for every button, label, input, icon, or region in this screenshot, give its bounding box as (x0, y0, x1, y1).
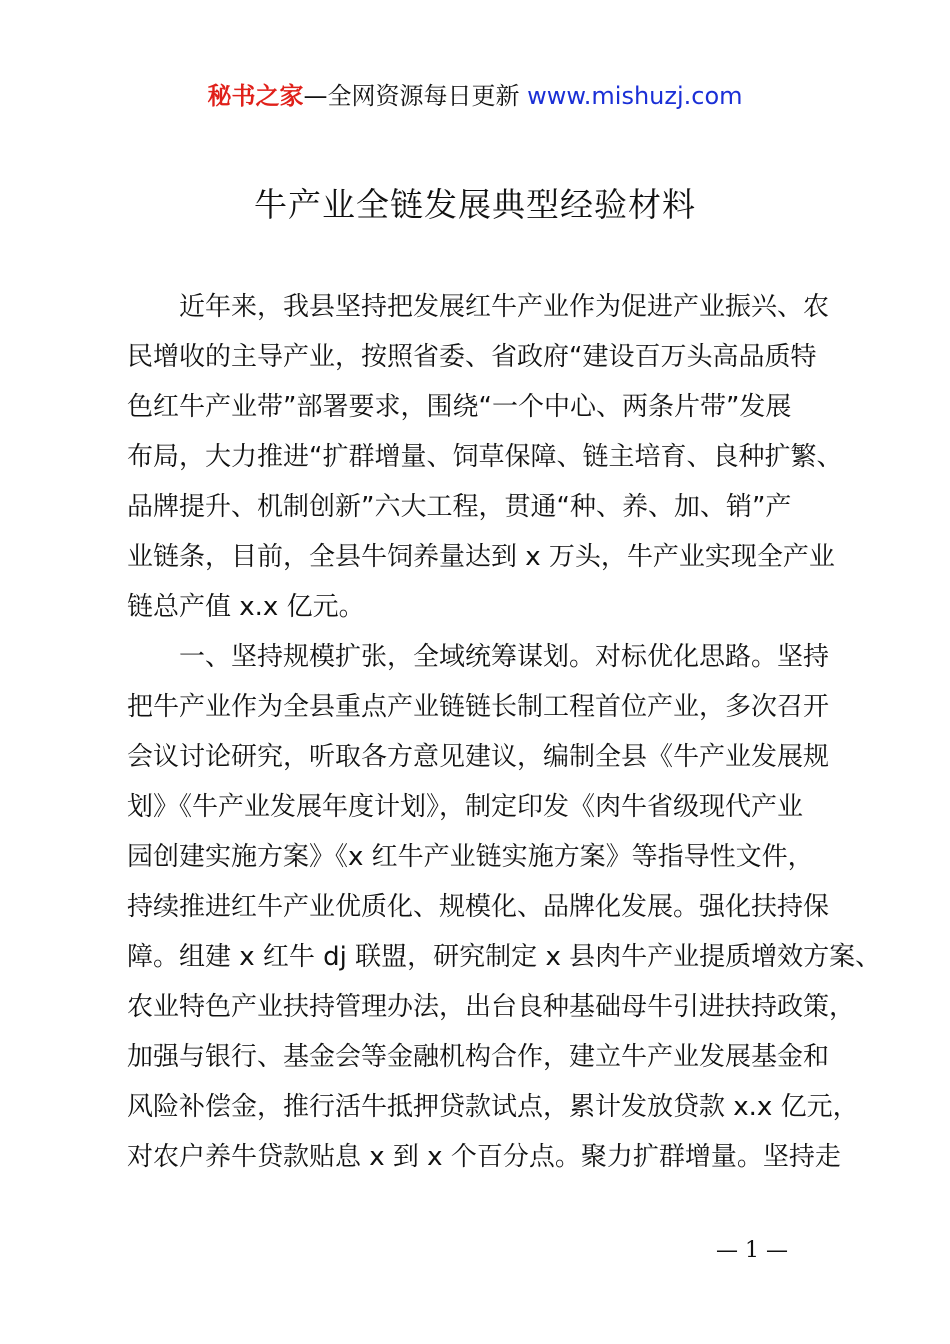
paragraph-line: 民增收的主导产业，按照省委、省政府“建设百万头高品质特 (127, 342, 817, 372)
paragraph-line: 品牌提升、机制创新”六大工程，贯通“种、养、加、销”产 (127, 492, 792, 522)
paragraph-line: 近年来，我县坚持把发展红牛产业作为促进产业振兴、农 (179, 292, 830, 322)
paragraph-line: 加强与银行、基金会等金融机构合作，建立牛产业发展基金和 (127, 1042, 830, 1072)
paragraph-line: 把牛产业作为全县重点产业链链长制工程首位产业，多次召开 (127, 692, 830, 722)
paragraph-line: 布局，大力推进“扩群增量、饲草保障、链主培育、良种扩繁、 (127, 442, 843, 472)
site-tagline: —全网资源每日更新 (303, 82, 520, 110)
paragraph-line: 障。组建 x 红牛 dj 联盟，研究制定 x 县肉牛产业提质增效方案、 (127, 942, 882, 972)
paragraph-line: 风险补偿金，推行活牛抵押贷款试点，累计发放贷款 x.x 亿元， (127, 1092, 859, 1122)
page-number: — 1 — (716, 1238, 788, 1263)
paragraph-line: 色红牛产业带”部署要求，围绕“一个中心、两条片带”发展 (127, 392, 792, 422)
paragraph-line: 链总产值 x.x 亿元。 (127, 592, 365, 622)
paragraph-line: 园创建实施方案》《x 红牛产业链实施方案》等指导性文件， (127, 842, 814, 872)
paragraph-line: 持续推进红牛产业优质化、规模化、品牌化发展。强化扶持保 (127, 892, 830, 922)
paragraph-line: 划》《牛产业发展年度计划》，制定印发《肉牛省级现代产业 (127, 792, 804, 822)
site-url-link[interactable]: www.mishuzj.com (527, 82, 743, 110)
paragraph-line: 业链条，目前，全县牛饲养量达到 x 万头，牛产业实现全产业 (127, 542, 835, 572)
site-brand: 秘书之家 (207, 82, 304, 110)
document-body (127, 282, 882, 1182)
document-title: 牛产业全链发展典型经验材料 (254, 185, 696, 224)
paragraph-line: 对农户养牛贷款贴息 x 到 x 个百分点。聚力扩群增量。坚持走 (127, 1142, 841, 1172)
site-banner (0, 80, 950, 112)
paragraph-line: 农业特色产业扶持管理办法，出台良种基础母牛引进扶持政策， (127, 992, 856, 1022)
paragraph-line: 一、坚持规模扩张，全域统筹谋划。对标优化思路。坚持 (179, 642, 830, 672)
paragraph-line: 会议讨论研究，听取各方意见建议，编制全县《牛产业发展规 (127, 742, 830, 772)
